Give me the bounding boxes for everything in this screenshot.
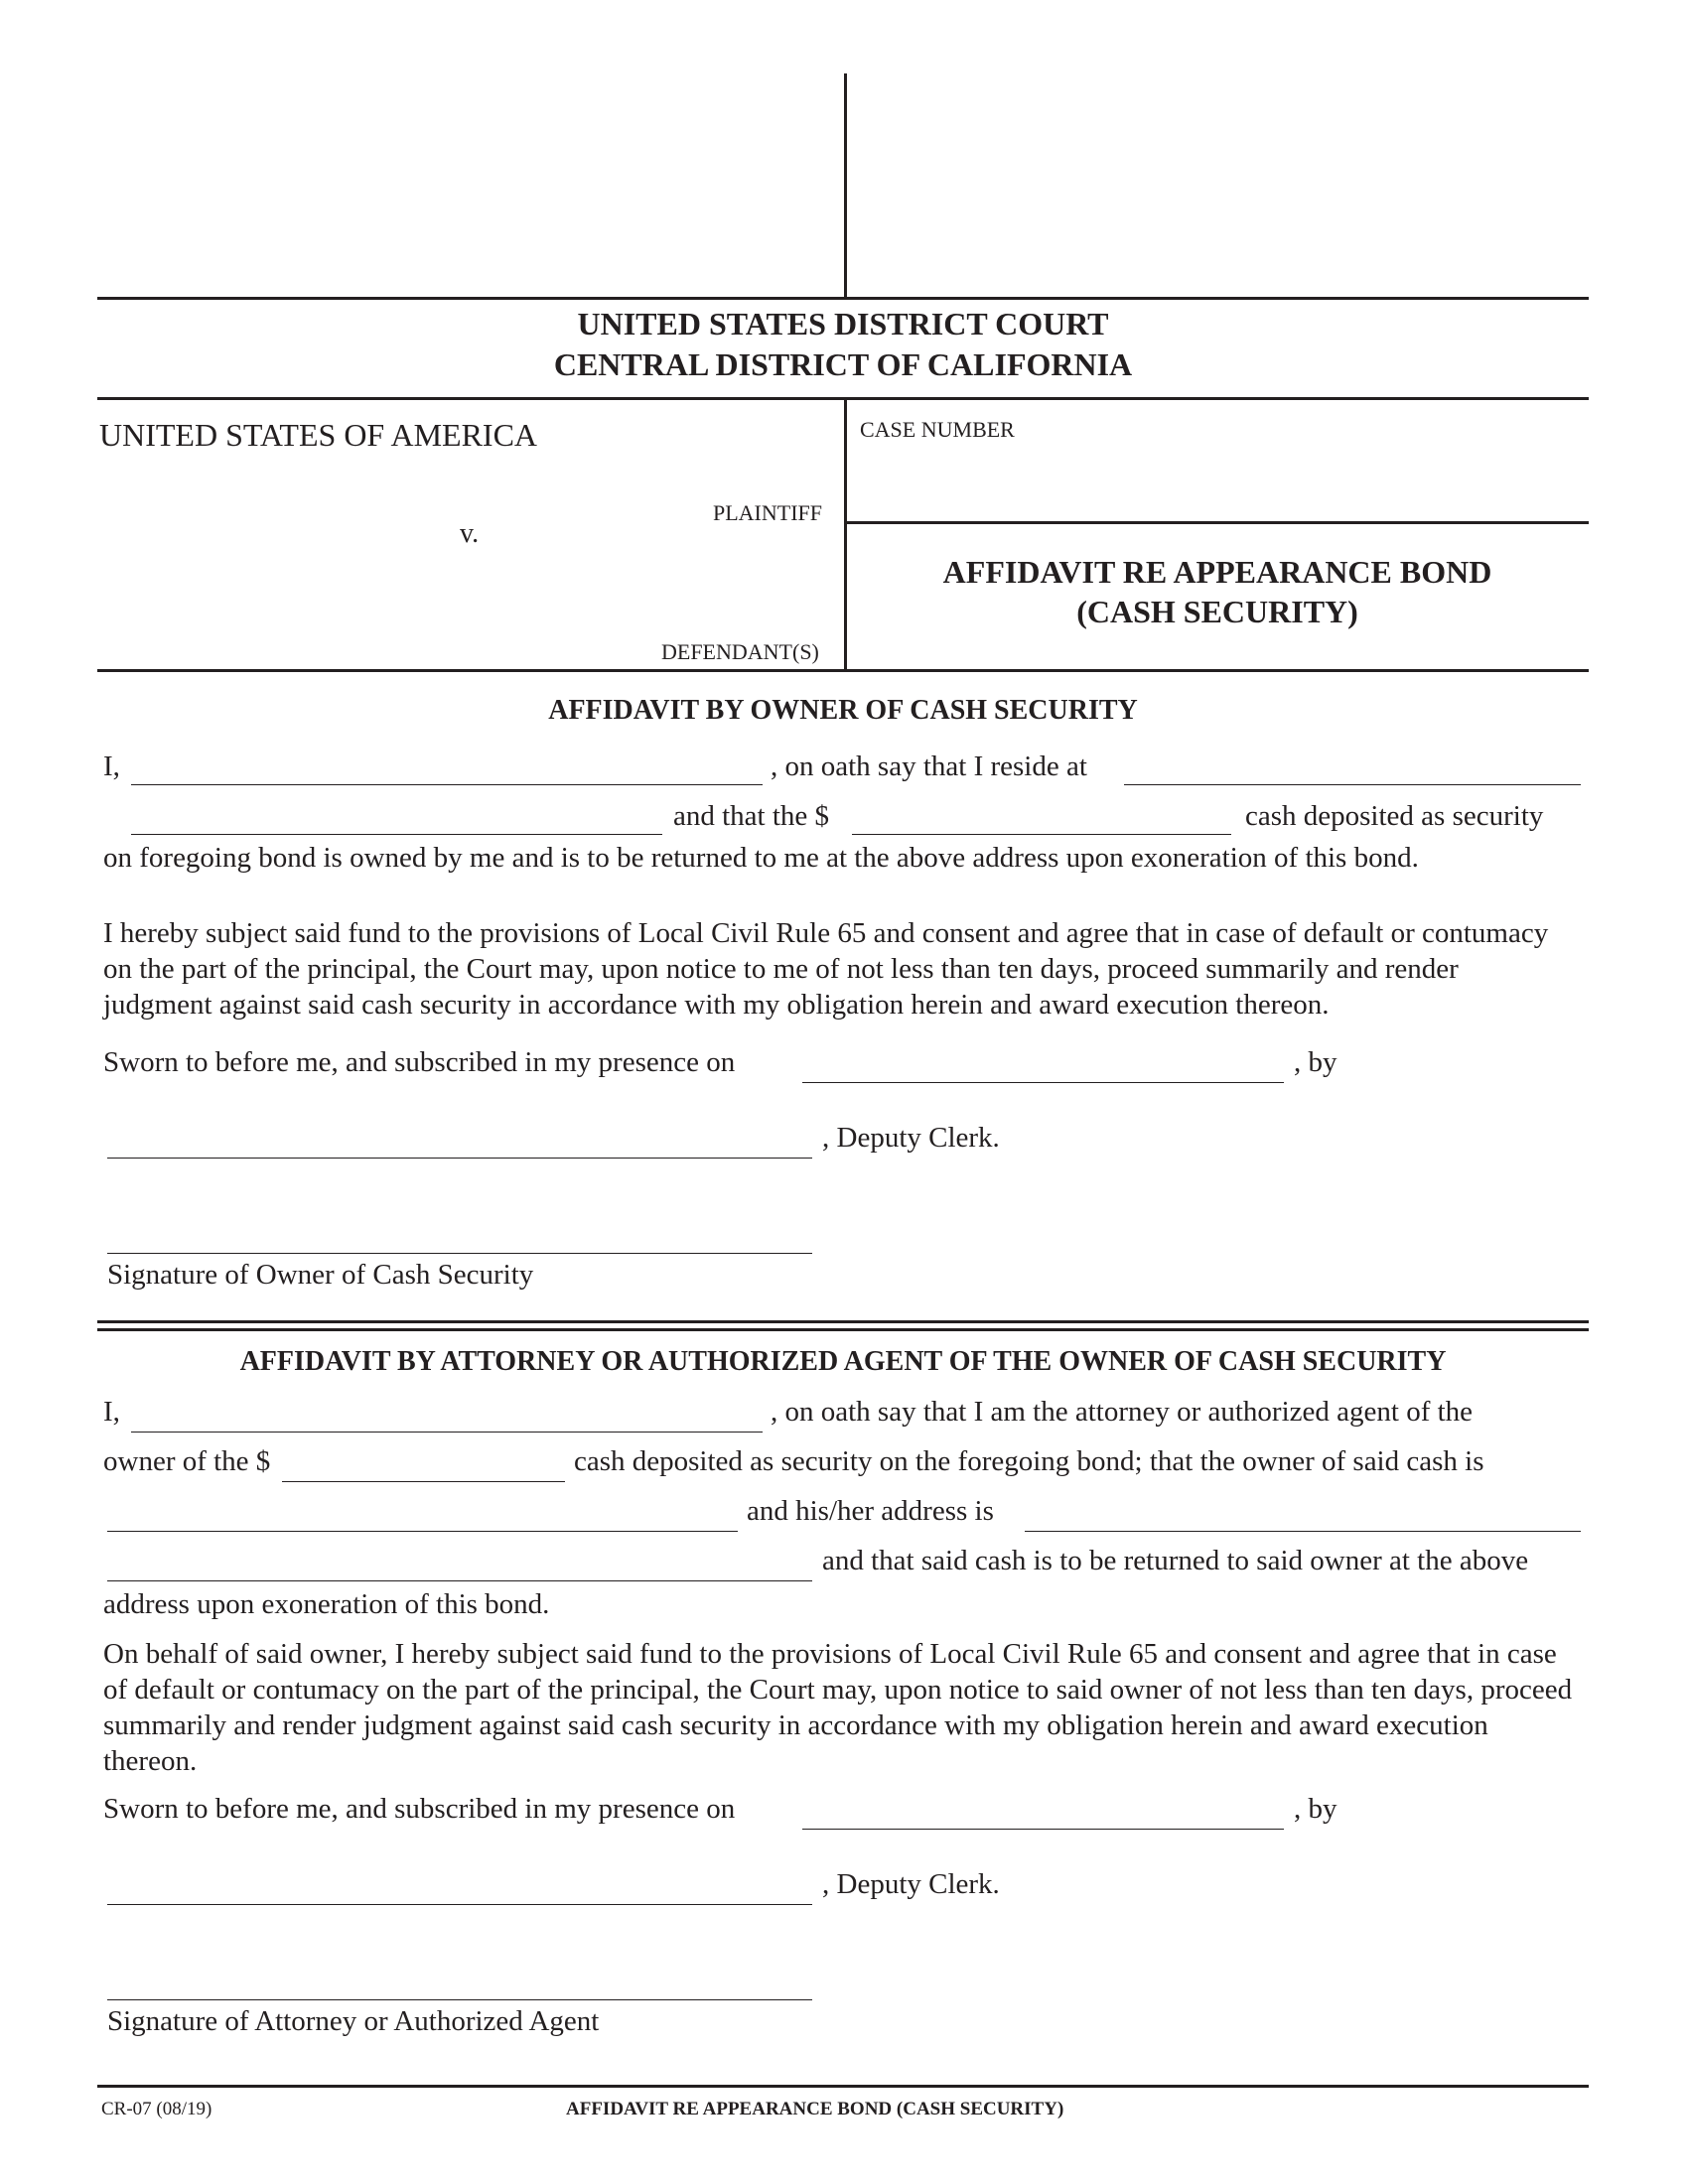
agent-line4-returned: and that said cash is to be returned to said owner at the above — [822, 1545, 1529, 1576]
agent-signature-label: Signature of Attorney or Authorized Agent — [107, 2005, 600, 2037]
agent-sworn-label: Sworn to before me, and subscribed in my presence on — [103, 1793, 736, 1825]
owner-line2-cash: cash deposited as security — [1245, 800, 1544, 832]
plaintiff-label: PLAINTIFF — [713, 500, 823, 525]
case-number-box-rule — [844, 521, 1589, 524]
agent-owner-address-field[interactable] — [1025, 1531, 1581, 1532]
section-divider-2 — [97, 1328, 1589, 1331]
owner-line2-and-that: and that the $ — [673, 800, 830, 832]
owner-sworn-date-field[interactable] — [802, 1082, 1284, 1083]
defendant-label: DEFENDANT(S) — [661, 639, 819, 664]
caption-rule-top — [97, 397, 1589, 400]
owner-deputy-clerk-field[interactable] — [107, 1158, 812, 1159]
header-rule-top — [97, 297, 1589, 300]
versus-label: v. — [460, 518, 480, 549]
agent-sworn-date-field[interactable] — [802, 1829, 1284, 1830]
header-vertical-divider-top — [844, 73, 847, 298]
caption-rule-bottom — [97, 669, 1589, 672]
owner-sworn-label: Sworn to before me, and subscribed in my presence on — [103, 1046, 736, 1078]
agent-by-label: , by — [1294, 1793, 1337, 1825]
court-district: CENTRAL DISTRICT OF CALIFORNIA — [553, 346, 1133, 382]
plaintiff-name: UNITED STATES OF AMERICA — [99, 417, 538, 453]
agent-deputy-clerk-label: , Deputy Clerk. — [822, 1868, 1000, 1900]
owner-amount-field[interactable] — [852, 834, 1231, 835]
footer-rule — [97, 2085, 1589, 2088]
court-name: UNITED STATES DISTRICT COURT — [577, 306, 1109, 341]
agent-line2-owner: owner of the $ — [103, 1445, 271, 1477]
form-title: AFFIDAVIT RE APPEARANCE BOND — [942, 554, 1492, 590]
form-subtitle: (CASH SECURITY) — [1076, 594, 1358, 629]
agent-line5: address upon exoneration of this bond. — [103, 1588, 550, 1620]
agent-amount-field[interactable] — [282, 1481, 565, 1482]
owner-signature-field[interactable] — [107, 1253, 812, 1254]
owner-deputy-clerk-label: , Deputy Clerk. — [822, 1122, 1000, 1154]
agent-name-field[interactable] — [131, 1432, 763, 1433]
agent-line1-oath: , on oath say that I am the attorney or authorized agent of the — [771, 1396, 1474, 1428]
agent-owner-name-field[interactable] — [107, 1531, 738, 1532]
owner-section-heading: AFFIDAVIT BY OWNER OF CASH SECURITY — [548, 695, 1138, 726]
owner-name-field[interactable] — [131, 784, 763, 785]
case-number-input[interactable] — [860, 486, 1575, 517]
footer-title: AFFIDAVIT RE APPEARANCE BOND (CASH SECURITY) — [566, 2099, 1064, 2119]
owner-by-label: , by — [1294, 1046, 1337, 1078]
owner-line3: on foregoing bond is owned by me and is to be returned to me at the above address upon exoneration of this bond. — [103, 842, 1419, 874]
section-divider-1 — [97, 1320, 1589, 1323]
agent-signature-field[interactable] — [107, 1999, 812, 2000]
agent-line3-address: and his/her address is — [747, 1495, 994, 1527]
agent-section-heading: AFFIDAVIT BY ATTORNEY OR AUTHORIZED AGENT OF THE OWNER OF CASH SECURITY — [239, 1346, 1447, 1377]
footer-form-code: CR-07 (08/19) — [101, 2099, 212, 2119]
case-number-label: CASE NUMBER — [860, 417, 1015, 442]
agent-owner-address-field-2[interactable] — [107, 1580, 812, 1581]
owner-line1-oath: , on oath say that I reside at — [771, 751, 1087, 782]
agent-paragraph: On behalf of said owner, I hereby subject said fund to the provisions of Local Civil Rule 65 and consent and agree that in case of default or contumacy on the part of the principal, the Court may, upon notice to said owner of not less than ten days, proceed summarily and render judgment against said cash security in accordance with my obligation herein and award execution thereon. — [103, 1638, 1573, 1777]
owner-paragraph: I hereby subject said fund to the provisions of Local Civil Rule 65 and consent and agree that in case of default or contumacy on the part of the principal, the Court may, upon notice to me of not less than ten days, proceed summarily and render judgment against said cash security in accordance with my obligation herein and award execution thereon. — [103, 917, 1549, 1021]
owner-line1-i: I, — [103, 751, 120, 782]
owner-residence-field[interactable] — [1124, 784, 1581, 785]
agent-line1-i: I, — [103, 1396, 120, 1428]
owner-signature-label: Signature of Owner of Cash Security — [107, 1259, 534, 1291]
owner-residence-field-2[interactable] — [131, 834, 662, 835]
agent-deputy-clerk-field[interactable] — [107, 1904, 812, 1905]
agent-line2-cash: cash deposited as security on the foregoing bond; that the owner of said cash is — [574, 1445, 1484, 1477]
